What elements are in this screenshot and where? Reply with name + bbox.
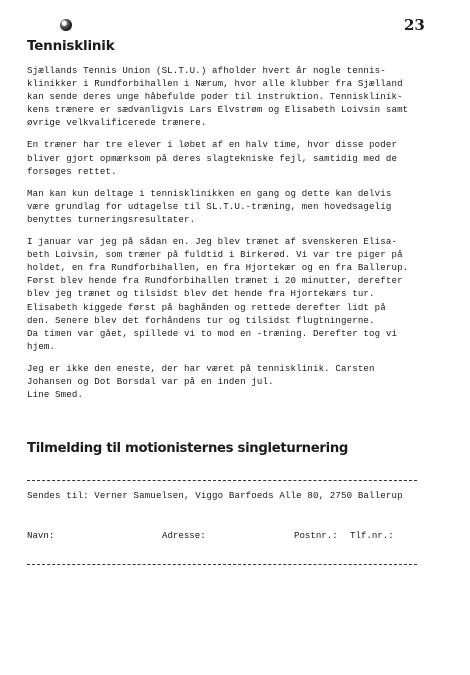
paragraph-line: den. Senere blev det forhåndens tur og tilsidst flugtningerne. [27,314,375,326]
dashed-divider-bottom [27,564,417,565]
paragraph-line: Jeg er ikke den eneste, der har været på tennisklinik. Carsten [27,362,375,374]
paragraph-line: kan sende deres unge håbefulde poder til instruktion. Tenniskliník- [27,91,403,103]
paragraph-line: forsøges rettet. [27,165,117,177]
paragraph-line: beth Loivsin, som træner på fuldtid i Birkerød. Vi var tre piger på [27,249,403,261]
postal-code-field-label: Postnr.: [294,530,338,541]
paragraph-line: øvrige velkvalificerede trænere. [27,117,207,129]
article-paragraph [27,138,447,177]
phone-field-label: Tlf.nr.: [350,530,394,541]
paragraph-line: Først blev hende fra Rundforbihallen trænet i 20 minutter, derefter [27,275,403,287]
paragraph-line: bliver gjort opmærksom på deres slagtekniske fejl, samtidig med de [27,152,398,164]
page-number: 23 [404,16,425,34]
paragraph-line: Sjællands Tennis Union (SL.T.U.) afholder hvert år nogle tennis- [27,65,386,76]
paragraph-line: kens trænere er sædvanligvis Lars Elvstrøm og Elisabeth Loivsin samt [27,104,409,116]
article-paragraph [27,64,447,129]
paragraph-line: En træner har tre elever i løbet af en halv time, hvor disse poder [27,139,398,151]
article-title: Tennisklinik [27,38,115,54]
tennis-ball-icon [60,19,72,31]
article-paragraph [27,235,447,353]
article-body [27,64,447,410]
article-paragraph [27,187,447,226]
send-to-address: Sendes til: Verner Samuelsen, Viggo Barfoeds Alle 80, 2750 Ballerup [27,490,403,501]
address-field-label: Adresse: [162,530,206,541]
paragraph-line: være grundlag for udtagelse til SL.T.U.-træning, men hovedsagelig [27,200,392,212]
paragraph-line: Da timen var gået, spillede vi to mod en -træning. Derefter tog vi [27,327,398,339]
form-title: Tilmelding til motionisternes singleturnering [27,441,349,456]
paragraph-line: Elisabeth kiggede først på baghånden og rettede derefter lidt på [27,301,386,313]
paragraph-line: Man kan kun deltage i tennisklinikken en gang og dette kan delvis [27,187,392,199]
paragraph-line: blev jeg trænet og tilsidst blev det hende fra Hjortekærs tur. [27,288,375,300]
paragraph-line: Johansen og Dot Borsdal var på en inden jul. [27,375,274,387]
paragraph-line: hjem. [27,340,56,352]
paragraph-line: Line Smed. [27,389,84,401]
dashed-divider-top [27,480,417,481]
name-field-label: Navn: [27,530,55,541]
paragraph-line: holdet, en fra Rundforbihallen, en fra Hjortekær og en fra Ballerup. [27,262,409,274]
article-paragraph [27,362,447,401]
paragraph-line: benyttes turneringsresultater. [27,213,196,225]
paragraph-line: I januar var jeg på sådan en. Jeg blev trænet af svenskeren Elisa- [27,236,398,248]
paragraph-line: klinikker i Rundforbihallen i Nærum, hvor alle klubber fra Sjælland [27,78,403,90]
